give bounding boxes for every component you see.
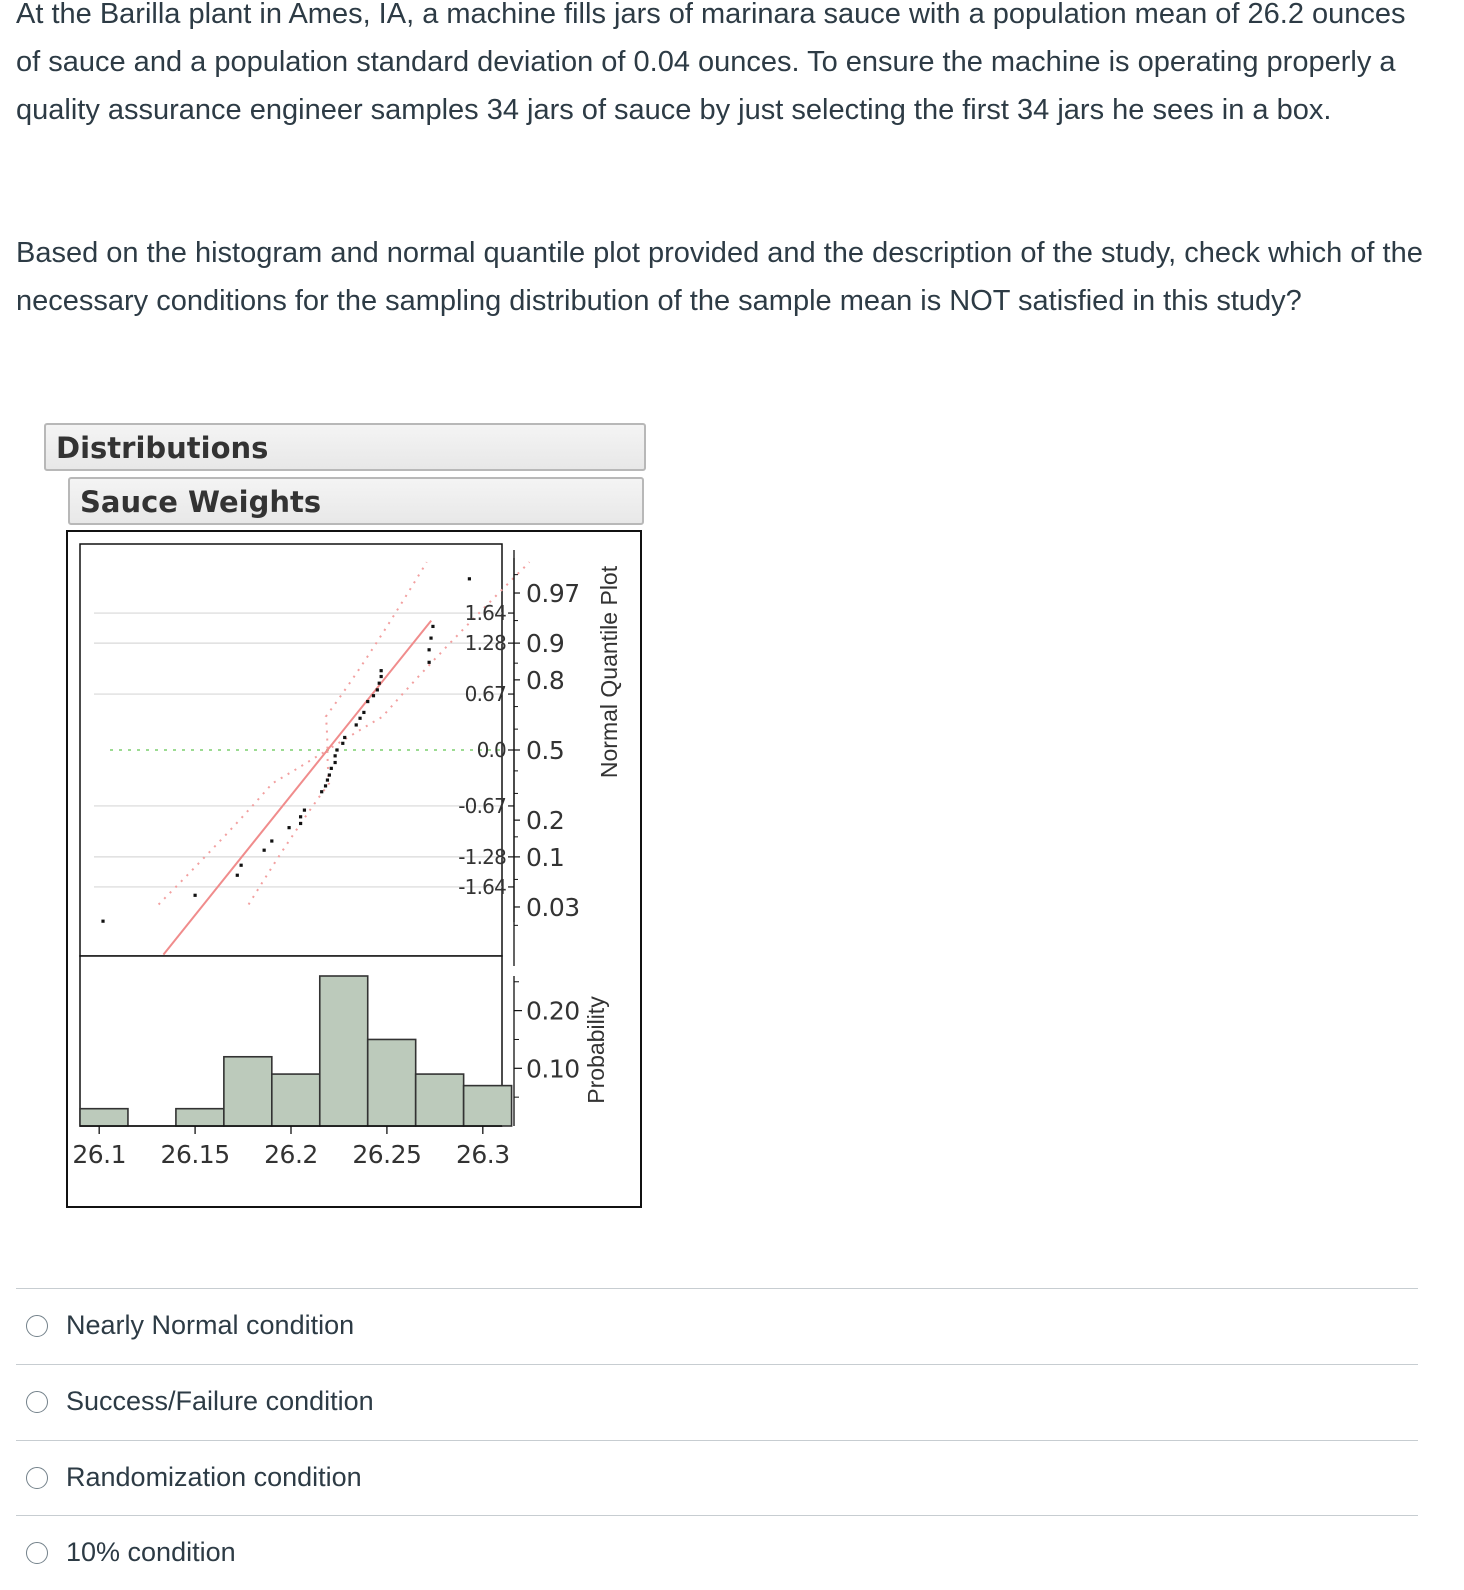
quantile-point — [341, 742, 344, 745]
answer-option-nearly-normal[interactable] — [16, 1289, 1418, 1363]
quantile-point — [372, 694, 375, 697]
quantile-point — [240, 864, 243, 867]
quantile-point — [343, 736, 346, 739]
quantile-point — [299, 815, 302, 818]
x-axis-tick-label: 26.3 — [455, 1140, 510, 1169]
histogram-bar — [176, 1109, 224, 1126]
prob-axis-tick-label: 0.20 — [526, 996, 580, 1026]
radio-button[interactable] — [26, 1542, 48, 1564]
histogram-bar — [368, 1039, 416, 1126]
histogram-bar — [320, 976, 368, 1126]
z-axis-tick-label: 1.64 — [464, 601, 506, 626]
quantile-point — [376, 688, 379, 691]
answer-option-label: Success/Failure condition — [66, 1386, 374, 1416]
histogram-bar — [416, 1074, 464, 1126]
z-axis-tick-label: 0.0 — [476, 738, 506, 762]
z-axis-tick-label: 1.28 — [464, 631, 506, 656]
quantile-point — [299, 822, 302, 825]
radio-button[interactable] — [26, 1391, 48, 1413]
distribution-plot-frame — [66, 530, 642, 1208]
quantile-point — [324, 784, 327, 787]
quantile-axis-title: Normal Quantile Plot — [596, 565, 622, 779]
histogram-bar — [224, 1057, 272, 1126]
quantile-point — [263, 849, 266, 852]
quantile-point — [328, 773, 331, 776]
probability-axis-title: Probability — [583, 996, 609, 1104]
quantile-point — [428, 648, 431, 651]
histogram-bar — [464, 1086, 512, 1126]
p-axis-tick-label: 0.5 — [526, 736, 565, 765]
p-axis-tick-label: 0.9 — [526, 629, 565, 659]
quantile-point — [468, 577, 471, 580]
quantile-point — [193, 894, 196, 897]
quantile-point — [380, 675, 383, 678]
quantile-point — [287, 826, 290, 829]
quantile-point — [330, 767, 333, 770]
question-paragraph-1: At the Barilla plant in Ames, IA, a machine fills jars of marinara sauce with a population mean of 26.2 ounces of sauce and a population standard deviation of 0.04 ounces. To ensure the machine is operating properly a quality assurance engineer samples 34 jars of sauce by just selecting the first 34 jars he sees in a box. — [16, 0, 1406, 126]
quantile-point — [326, 778, 329, 781]
quantile-point — [270, 839, 273, 842]
answer-option-success-failure[interactable] — [16, 1365, 1418, 1439]
quantile-point — [431, 625, 434, 628]
radio-button[interactable] — [26, 1315, 48, 1337]
quantile-point — [366, 700, 369, 703]
answer-option-label: Nearly Normal condition — [66, 1310, 355, 1340]
x-axis-tick-label: 26.1 — [72, 1140, 127, 1169]
quantile-point — [380, 669, 383, 672]
p-axis-tick-label: 0.97 — [526, 579, 580, 609]
x-axis-tick-label: 26.15 — [160, 1140, 230, 1169]
p-axis-tick-label: 0.8 — [526, 665, 565, 695]
histogram-bar — [272, 1074, 320, 1126]
quantile-point — [428, 661, 431, 664]
z-axis-tick-label: -1.64 — [458, 874, 506, 899]
x-axis-tick-label: 26.25 — [352, 1140, 422, 1169]
answer-option-10-percent[interactable] — [16, 1516, 1418, 1590]
quantile-point — [378, 682, 381, 685]
quantile-point — [334, 754, 337, 757]
quantile-point — [429, 637, 432, 640]
prob-axis-tick-label: 0.10 — [526, 1054, 580, 1084]
quantile-point — [358, 717, 361, 720]
distributions-outline-header: Distributions — [44, 423, 646, 471]
question-paragraph-2: Based on the histogram and normal quantile plot provided and the description of the study, check which of the necessary conditions for the sampling distribution of the sample mean is NOT satisfied in this study? — [16, 237, 1423, 317]
quantile-point — [335, 748, 338, 751]
sauce-weights-outline-header: Sauce Weights — [68, 477, 644, 525]
distribution-chart — [68, 532, 640, 1206]
p-axis-tick-label: 0.2 — [526, 806, 565, 836]
answer-option-randomization[interactable] — [16, 1441, 1418, 1515]
quantile-point — [320, 790, 323, 793]
z-axis-tick-label: 0.67 — [464, 682, 506, 707]
quantile-point — [362, 711, 365, 714]
quantile-point — [303, 809, 306, 812]
quantile-point — [355, 723, 358, 726]
radio-button[interactable] — [26, 1467, 48, 1489]
quantile-point — [101, 920, 104, 923]
p-axis-tick-label: 0.03 — [526, 892, 580, 922]
quantile-point — [334, 761, 337, 764]
z-axis-tick-label: -1.28 — [458, 844, 506, 869]
histogram-bar — [80, 1109, 128, 1126]
z-axis-tick-label: -0.67 — [458, 793, 506, 818]
quantile-point — [236, 874, 239, 877]
x-axis-tick-label: 26.2 — [264, 1140, 318, 1169]
answer-option-label: Randomization condition — [66, 1462, 362, 1492]
answer-option-label: 10% condition — [66, 1537, 236, 1567]
p-axis-tick-label: 0.1 — [526, 842, 565, 872]
